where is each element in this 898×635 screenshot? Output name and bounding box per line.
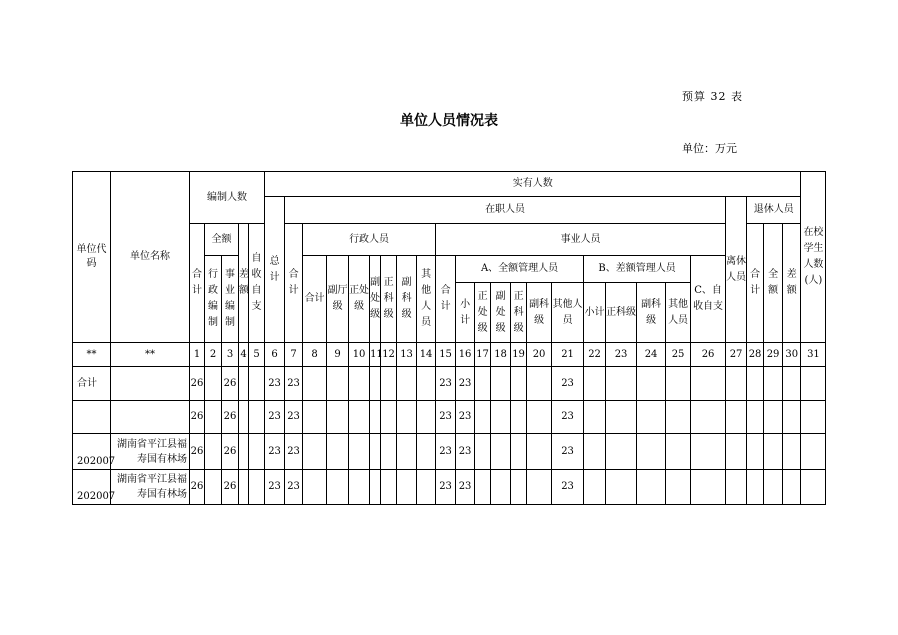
tuixiu-header: 退休人员 bbox=[747, 197, 801, 224]
value-cell: 23 bbox=[436, 434, 456, 470]
index-num: 23 bbox=[606, 343, 637, 367]
index-num: 19 bbox=[511, 343, 527, 367]
value-cell bbox=[349, 367, 370, 401]
unit-name-cell bbox=[111, 401, 190, 434]
value-cell bbox=[475, 470, 491, 505]
value-cell bbox=[764, 401, 783, 434]
value-cell bbox=[475, 401, 491, 434]
a-quan-e-header: A、全额管理人员 bbox=[456, 256, 584, 283]
value-cell bbox=[381, 470, 397, 505]
index-num: 29 bbox=[764, 343, 783, 367]
value-cell bbox=[691, 401, 726, 434]
value-cell bbox=[349, 434, 370, 470]
b-xiaoji-header: 小计 bbox=[584, 283, 606, 343]
value-cell bbox=[381, 367, 397, 401]
value-cell bbox=[511, 470, 527, 505]
value-cell bbox=[327, 434, 349, 470]
b-qita-header: 其他人员 bbox=[666, 283, 691, 343]
value-cell bbox=[249, 401, 265, 434]
value-cell bbox=[637, 367, 666, 401]
unit-label: 单位：万元 bbox=[682, 142, 737, 155]
value-cell bbox=[381, 434, 397, 470]
index-name: ** bbox=[111, 343, 190, 367]
a-fuke-header: 副科级 bbox=[527, 283, 552, 343]
value-cell bbox=[764, 470, 783, 505]
value-cell: 23 bbox=[436, 367, 456, 401]
tx-heji-header: 合计 bbox=[747, 224, 764, 343]
value-cell bbox=[249, 470, 265, 505]
value-cell: 23 bbox=[436, 470, 456, 505]
index-num: 4 bbox=[239, 343, 249, 367]
value-cell bbox=[783, 434, 801, 470]
value-cell bbox=[666, 470, 691, 505]
value-cell bbox=[726, 401, 747, 434]
value-cell: 23 bbox=[456, 434, 475, 470]
a-qita-header: 其他人员 bbox=[552, 283, 584, 343]
index-num: 21 bbox=[552, 343, 584, 367]
value-cell bbox=[691, 434, 726, 470]
value-cell bbox=[801, 470, 826, 505]
a-fuchu-header: 副处级 bbox=[491, 283, 511, 343]
fuke-header: 副科级 bbox=[397, 256, 417, 343]
value-cell bbox=[397, 470, 417, 505]
value-cell bbox=[239, 367, 249, 401]
value-cell bbox=[527, 470, 552, 505]
value-cell bbox=[726, 470, 747, 505]
value-cell: 26 bbox=[222, 434, 239, 470]
value-cell bbox=[747, 470, 764, 505]
value-cell: 26 bbox=[222, 367, 239, 401]
value-cell bbox=[491, 401, 511, 434]
value-cell bbox=[370, 470, 381, 505]
value-cell bbox=[666, 401, 691, 434]
fuchu-header: 副处级 bbox=[370, 256, 381, 343]
zongji-header: 总计 bbox=[265, 197, 285, 343]
value-cell bbox=[584, 401, 606, 434]
value-cell bbox=[783, 401, 801, 434]
value-cell bbox=[511, 401, 527, 434]
value-cell bbox=[475, 367, 491, 401]
unit-name-cell: 湖南省平江县福寿国有林场 bbox=[111, 434, 190, 470]
value-cell: 23 bbox=[456, 367, 475, 401]
index-num: 1 bbox=[190, 343, 205, 367]
value-cell bbox=[205, 401, 222, 434]
zhengke-header: 正科级 bbox=[381, 256, 397, 343]
value-cell: 23 bbox=[456, 401, 475, 434]
value-cell bbox=[370, 401, 381, 434]
value-cell bbox=[606, 434, 637, 470]
quan-e-header: 全额 bbox=[205, 224, 239, 256]
value-cell: 23 bbox=[285, 470, 303, 505]
index-num: 18 bbox=[491, 343, 511, 367]
value-cell bbox=[606, 401, 637, 434]
value-cell bbox=[417, 434, 436, 470]
value-cell bbox=[303, 401, 327, 434]
value-cell bbox=[475, 434, 491, 470]
index-num: 28 bbox=[747, 343, 764, 367]
unit-name-cell: 湖南省平江县福寿国有林场 bbox=[111, 470, 190, 505]
unit-code-header: 单位代码 bbox=[73, 172, 111, 343]
index-num: 14 bbox=[417, 343, 436, 367]
tx-quan-e-header: 全额 bbox=[764, 224, 783, 343]
index-code: ** bbox=[73, 343, 111, 367]
value-cell bbox=[801, 401, 826, 434]
index-num: 5 bbox=[249, 343, 265, 367]
c-zishou-header: C、自收自支 bbox=[691, 256, 726, 343]
sy-heji-header: 合计 bbox=[436, 256, 456, 343]
shiye-bianzhi-header: 事业编制 bbox=[222, 256, 239, 343]
value-cell bbox=[327, 470, 349, 505]
bz-heji-header: 合计 bbox=[190, 224, 205, 343]
value-cell bbox=[783, 470, 801, 505]
value-cell bbox=[205, 470, 222, 505]
qita-header: 其他人员 bbox=[417, 256, 436, 343]
a-zhengke-header: 正科级 bbox=[511, 283, 527, 343]
bianzhi-header: 编制人数 bbox=[190, 172, 265, 224]
value-cell bbox=[527, 434, 552, 470]
index-num: 24 bbox=[637, 343, 666, 367]
value-cell bbox=[417, 367, 436, 401]
value-cell bbox=[527, 401, 552, 434]
index-num: 13 bbox=[397, 343, 417, 367]
value-cell: 23 bbox=[552, 401, 584, 434]
index-num: 8 bbox=[303, 343, 327, 367]
value-cell bbox=[783, 367, 801, 401]
index-num: 27 bbox=[726, 343, 747, 367]
value-cell bbox=[381, 401, 397, 434]
unit-code-cell: 合计 bbox=[73, 367, 111, 401]
b-zhengke-header: 正科级 bbox=[606, 283, 637, 343]
b-chae-header: B、差额管理人员 bbox=[584, 256, 691, 283]
value-cell bbox=[327, 401, 349, 434]
zaixiao-header: 在校学生人数(人) bbox=[801, 172, 826, 343]
index-num: 6 bbox=[265, 343, 285, 367]
tx-chae-header: 差额 bbox=[783, 224, 801, 343]
value-cell bbox=[666, 434, 691, 470]
zishou-header: 自收自支 bbox=[249, 224, 265, 343]
xingzheng-bianzhi-header: 行政编制 bbox=[205, 256, 222, 343]
form-number: 预算 32 表 bbox=[682, 90, 743, 103]
value-cell bbox=[370, 434, 381, 470]
value-cell bbox=[349, 470, 370, 505]
value-cell: 23 bbox=[436, 401, 456, 434]
value-cell bbox=[764, 367, 783, 401]
table-row bbox=[73, 401, 826, 434]
shiyou-header: 实有人数 bbox=[265, 172, 801, 197]
value-cell bbox=[527, 367, 552, 401]
value-cell bbox=[666, 367, 691, 401]
index-num: 2 bbox=[205, 343, 222, 367]
unit-code-cell: 202007 bbox=[73, 434, 111, 470]
index-num: 31 bbox=[801, 343, 826, 367]
value-cell bbox=[249, 367, 265, 401]
index-num: 7 bbox=[285, 343, 303, 367]
value-cell bbox=[205, 367, 222, 401]
value-cell bbox=[511, 434, 527, 470]
value-cell: 23 bbox=[265, 434, 285, 470]
chae-header: 差额 bbox=[239, 224, 249, 343]
value-cell bbox=[397, 434, 417, 470]
value-cell bbox=[327, 367, 349, 401]
value-cell: 26 bbox=[190, 367, 205, 401]
value-cell bbox=[491, 470, 511, 505]
value-cell: 23 bbox=[265, 401, 285, 434]
value-cell bbox=[303, 434, 327, 470]
unit-name-header: 单位名称 bbox=[111, 172, 190, 343]
value-cell: 26 bbox=[222, 470, 239, 505]
index-num: 12 bbox=[381, 343, 397, 367]
index-num: 3 bbox=[222, 343, 239, 367]
value-cell bbox=[801, 367, 826, 401]
zhengchu-header: 正处级 bbox=[349, 256, 370, 343]
index-num: 9 bbox=[327, 343, 349, 367]
value-cell bbox=[491, 367, 511, 401]
value-cell bbox=[726, 434, 747, 470]
value-cell bbox=[764, 434, 783, 470]
value-cell: 26 bbox=[190, 434, 205, 470]
value-cell: 23 bbox=[265, 367, 285, 401]
value-cell bbox=[747, 434, 764, 470]
value-cell bbox=[691, 470, 726, 505]
index-num: 17 bbox=[475, 343, 491, 367]
value-cell: 23 bbox=[552, 367, 584, 401]
value-cell bbox=[637, 401, 666, 434]
value-cell: 26 bbox=[190, 401, 205, 434]
zaizhi-header: 在职人员 bbox=[285, 197, 726, 224]
value-cell bbox=[637, 470, 666, 505]
value-cell bbox=[747, 367, 764, 401]
value-cell: 23 bbox=[552, 470, 584, 505]
value-cell bbox=[637, 434, 666, 470]
value-cell: 23 bbox=[285, 367, 303, 401]
index-num: 26 bbox=[691, 343, 726, 367]
value-cell bbox=[726, 367, 747, 401]
table-row bbox=[73, 434, 826, 470]
value-cell: 23 bbox=[285, 434, 303, 470]
value-cell bbox=[239, 470, 249, 505]
table-row bbox=[73, 470, 826, 505]
index-num: 25 bbox=[666, 343, 691, 367]
unit-code-cell bbox=[73, 401, 111, 434]
value-cell: 23 bbox=[456, 470, 475, 505]
value-cell bbox=[249, 434, 265, 470]
value-cell bbox=[584, 434, 606, 470]
value-cell bbox=[606, 367, 637, 401]
value-cell bbox=[491, 434, 511, 470]
index-row bbox=[73, 343, 826, 367]
value-cell: 23 bbox=[285, 401, 303, 434]
value-cell bbox=[417, 401, 436, 434]
zaizhi-heji-header: 合计 bbox=[285, 224, 303, 343]
value-cell bbox=[691, 367, 726, 401]
value-cell bbox=[349, 401, 370, 434]
xz-heji-header: 合计 bbox=[303, 256, 327, 343]
index-num: 30 bbox=[783, 343, 801, 367]
value-cell bbox=[370, 367, 381, 401]
unit-code-cell: 202007 bbox=[73, 470, 111, 505]
value-cell bbox=[303, 367, 327, 401]
value-cell: 26 bbox=[222, 401, 239, 434]
value-cell bbox=[606, 470, 637, 505]
value-cell bbox=[397, 401, 417, 434]
table-row bbox=[73, 367, 826, 401]
value-cell bbox=[303, 470, 327, 505]
page-title: 单位人员情况表 bbox=[400, 113, 498, 129]
value-cell: 23 bbox=[552, 434, 584, 470]
a-xiaoji-header: 小计 bbox=[456, 283, 475, 343]
value-cell: 26 bbox=[190, 470, 205, 505]
value-cell bbox=[205, 434, 222, 470]
value-cell bbox=[801, 434, 826, 470]
futing-header: 副厅级 bbox=[327, 256, 349, 343]
index-num: 15 bbox=[436, 343, 456, 367]
index-num: 22 bbox=[584, 343, 606, 367]
value-cell bbox=[239, 434, 249, 470]
xingzheng-renyuan-header: 行政人员 bbox=[303, 224, 436, 256]
b-fuke-header: 副科级 bbox=[637, 283, 666, 343]
unit-name-cell bbox=[111, 367, 190, 401]
value-cell bbox=[584, 470, 606, 505]
a-zhengchu-header: 正处级 bbox=[475, 283, 491, 343]
value-cell bbox=[511, 367, 527, 401]
value-cell bbox=[397, 367, 417, 401]
value-cell bbox=[239, 401, 249, 434]
value-cell bbox=[747, 401, 764, 434]
index-num: 11 bbox=[370, 343, 381, 367]
shiye-renyuan-header: 事业人员 bbox=[436, 224, 726, 256]
personnel-table bbox=[72, 171, 826, 505]
index-num: 16 bbox=[456, 343, 475, 367]
index-num: 20 bbox=[527, 343, 552, 367]
index-num: 10 bbox=[349, 343, 370, 367]
value-cell: 23 bbox=[265, 470, 285, 505]
value-cell bbox=[584, 367, 606, 401]
lixiu-header: 离休人员 bbox=[726, 197, 747, 343]
value-cell bbox=[417, 470, 436, 505]
